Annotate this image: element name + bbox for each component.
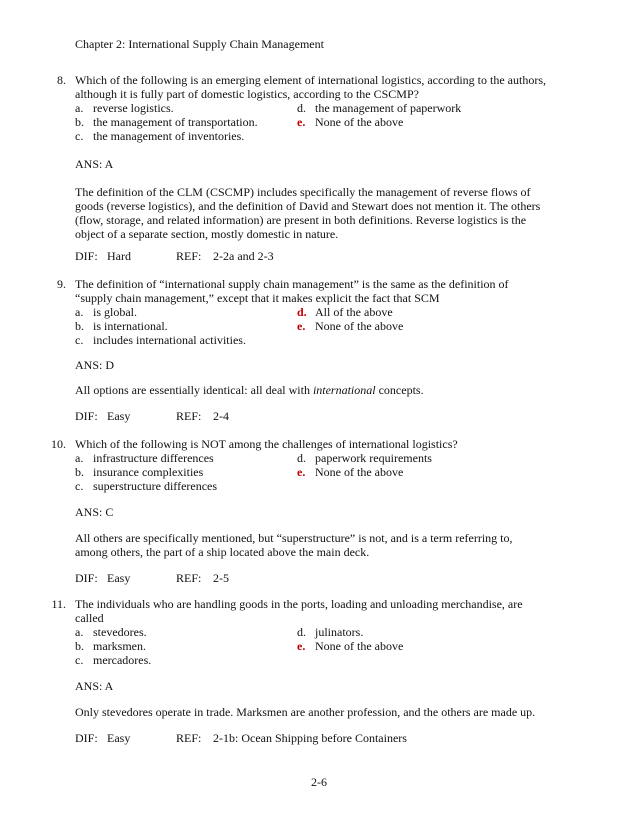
answer-line: ANS: C	[75, 505, 114, 519]
option-text: reverse logistics.	[93, 101, 174, 115]
reference-value: 2-4	[213, 409, 229, 423]
answer-line: ANS: D	[75, 358, 115, 372]
reference-label: REF:	[176, 409, 202, 423]
question-stem-line: Which of the following is an emerging element of international logistics, according to the authors,	[75, 73, 546, 87]
option-text: the management of paperwork	[315, 101, 462, 115]
explanation-line: among others, the part of a ship located above the main deck.	[75, 545, 370, 559]
explanation-line: All others are specifically mentioned, but “superstructure” is not, and is a term referring to,	[75, 531, 513, 545]
option-letter: c.	[75, 479, 84, 493]
option-text: paperwork requirements	[315, 451, 432, 465]
option-text: stevedores.	[93, 625, 147, 639]
question-stem-line: “supply chain management,” except that it makes explicit the fact that SCM	[75, 291, 440, 305]
difficulty-label: DIF:	[75, 571, 98, 585]
question-number: 10.	[51, 437, 66, 451]
option-letter: b.	[75, 465, 84, 479]
option-letter: e.	[297, 465, 306, 479]
question-stem-line: Which of the following is NOT among the challenges of international logistics?	[75, 437, 458, 451]
option-letter: c.	[75, 333, 84, 347]
option-letter: b.	[75, 319, 84, 333]
difficulty-reference-line	[75, 731, 545, 745]
page-header: Chapter 2: International Supply Chain Management	[75, 37, 324, 51]
difficulty-label: DIF:	[75, 731, 98, 745]
option-letter: b.	[75, 639, 84, 653]
answer-line: ANS: A	[75, 679, 114, 693]
option-e	[297, 319, 403, 333]
option-text: None of the above	[315, 639, 404, 653]
option-b	[75, 115, 258, 129]
option-letter: b.	[75, 115, 84, 129]
option-letter: e.	[297, 115, 306, 129]
reference-label: REF:	[176, 731, 202, 745]
explanation-line: object of a separate section, mostly domestic in nature.	[75, 227, 339, 241]
explanation-line: Only stevedores operate in trade. Marksmen are another profession, and the others are made up.	[75, 705, 536, 719]
reference-value: 2-2a and 2-3	[213, 249, 274, 263]
option-text: is global.	[93, 305, 137, 319]
question-stem-line: called	[75, 611, 104, 625]
option-letter: a.	[75, 305, 84, 319]
option-text: mercadores.	[93, 653, 152, 667]
reference-value: 2-5	[213, 571, 229, 585]
difficulty-reference-line	[75, 249, 545, 263]
option-text: the management of inventories.	[93, 129, 245, 143]
question-stem-line: The individuals who are handling goods in the ports, loading and unloading merchandise, are	[75, 597, 523, 611]
explanation-line	[75, 383, 545, 397]
option-d	[297, 101, 461, 115]
option-text: None of the above	[315, 465, 404, 479]
option-e	[297, 465, 403, 479]
option-text: All of the above	[315, 305, 393, 319]
option-c	[75, 653, 151, 667]
option-c	[75, 479, 217, 493]
option-d	[297, 305, 393, 319]
option-e	[297, 115, 403, 129]
difficulty-value: Hard	[107, 249, 131, 263]
explanation-emphasis: international	[312, 383, 376, 397]
option-d	[297, 625, 363, 639]
option-letter: d.	[297, 101, 306, 115]
difficulty-value: Easy	[107, 409, 131, 423]
option-letter: d.	[297, 305, 307, 319]
question-stem-line: although it is fully part of domestic logistics, according to the CSCMP?	[75, 87, 419, 101]
question-stem-line: The definition of “international supply chain management” is the same as the definition of	[75, 277, 509, 291]
explanation-line: The definition of the CLM (CSCMP) includes specifically the management of reverse flows of	[75, 185, 531, 199]
option-text: superstructure differences	[93, 479, 218, 493]
option-text: includes international activities.	[93, 333, 246, 347]
page-number: 2-6	[311, 775, 327, 789]
difficulty-value: Easy	[107, 731, 131, 745]
option-letter: e.	[297, 319, 306, 333]
option-letter: d.	[297, 625, 306, 639]
question-number: 9.	[57, 277, 66, 291]
option-a	[75, 305, 137, 319]
option-a	[75, 101, 174, 115]
option-b	[75, 319, 168, 333]
question-number: 11.	[51, 597, 66, 611]
option-letter: e.	[297, 639, 306, 653]
explanation-text: All options are essentially identical: all deal with	[75, 383, 313, 397]
option-d	[297, 451, 432, 465]
option-text: is international.	[93, 319, 168, 333]
option-text: insurance complexities	[93, 465, 204, 479]
difficulty-label: DIF:	[75, 409, 98, 423]
option-text: the management of transportation.	[93, 115, 258, 129]
option-text: marksmen.	[93, 639, 146, 653]
option-letter: d.	[297, 451, 306, 465]
difficulty-value: Easy	[107, 571, 131, 585]
option-letter: a.	[75, 625, 84, 639]
option-letter: c.	[75, 653, 84, 667]
reference-value: 2-1b: Ocean Shipping before Containers	[213, 731, 407, 745]
explanation-text: concepts.	[375, 383, 424, 397]
option-text: infrastructure differences	[93, 451, 214, 465]
reference-label: REF:	[176, 571, 202, 585]
difficulty-reference-line	[75, 571, 545, 585]
option-c	[75, 333, 246, 347]
option-b	[75, 465, 203, 479]
reference-label: REF:	[176, 249, 202, 263]
option-letter: a.	[75, 101, 84, 115]
option-text: None of the above	[315, 115, 404, 129]
difficulty-reference-line	[75, 409, 545, 423]
answer-line: ANS: A	[75, 157, 114, 171]
option-letter: c.	[75, 129, 84, 143]
explanation-line: goods (reverse logistics), and the definition of David and Stewart does not mention it. The others	[75, 199, 541, 213]
option-text: None of the above	[315, 319, 404, 333]
explanation-line: (flow, storage, and related information) are present in both definitions. Reverse logistics is the	[75, 213, 527, 227]
option-letter: a.	[75, 451, 84, 465]
option-a	[75, 451, 214, 465]
option-c	[75, 129, 244, 143]
option-text: julinators.	[315, 625, 364, 639]
option-b	[75, 639, 146, 653]
question-number: 8.	[57, 73, 66, 87]
option-a	[75, 625, 147, 639]
option-e	[297, 639, 403, 653]
difficulty-label: DIF:	[75, 249, 98, 263]
